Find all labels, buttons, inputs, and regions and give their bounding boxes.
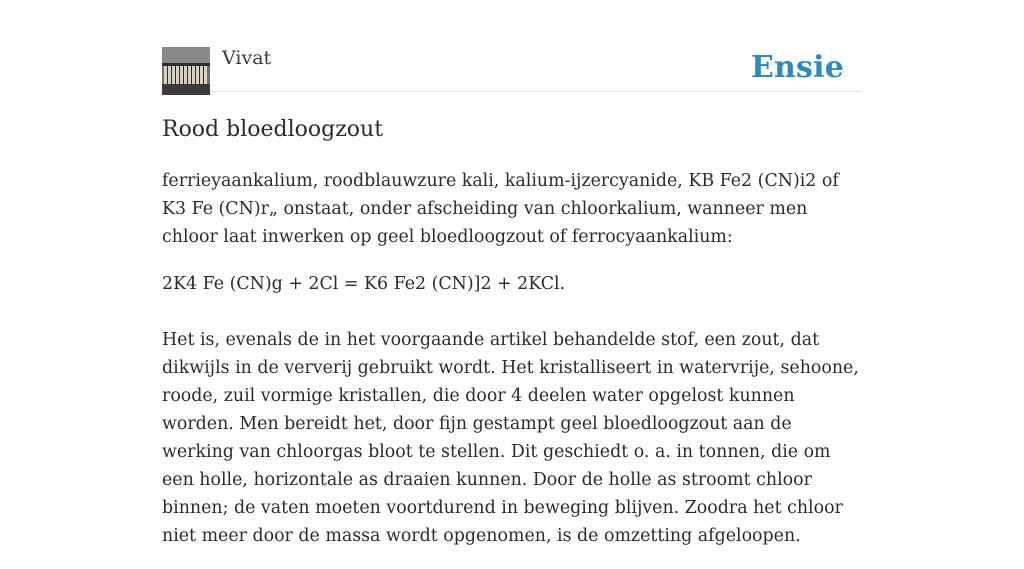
author-avatar[interactable] [162, 47, 210, 95]
page-header [162, 44, 862, 92]
article-formula: 2K4 Fe (CN)g + 2Cl = K6 Fe2 (CN)]2 + 2KCl. [162, 274, 566, 294]
article-title: Rood bloedloogzout [162, 117, 384, 142]
author-name[interactable]: Vivat [222, 47, 272, 69]
article-paragraph: ferrieyaankalium, roodblauwzure kali, kalium-ijzercyanide, KB Fe2 (CN)i2 of K3 Fe (CN)r„ onstaat, onder afscheiding van chloorkalium, wanneer men chloor laat inwerken op geel bloedloogzout of ferrocyaankalium: [162, 171, 839, 247]
article [162, 114, 862, 569]
books-avatar-icon [162, 47, 210, 95]
brand-logo[interactable]: Ensie [750, 50, 844, 85]
article-paragraph: Het is, evenals de in het voorgaande artikel behandelde stof, een zout, dat dikwijls in de ververij gebruikt wordt. Het kristalliseert in watervrije, sehoone, roode, zuil vormige kristallen, die door 4 deelen water opgelost kunnen worden. Men bereidt het, door fijn gestampt geel bloedloogzout aan de werking van chloorgas bloot te stellen. Dit geschiedt o. a. in tonnen, die om een holle, horizontale as draaien kunnen. Door de holle as stroomt chloor binnen; de vaten moeten voortdurend in beweging blijven. Zoodra het chloor niet meer door de massa wordt opgenomen, is de omzetting afgeloopen. [162, 330, 859, 546]
